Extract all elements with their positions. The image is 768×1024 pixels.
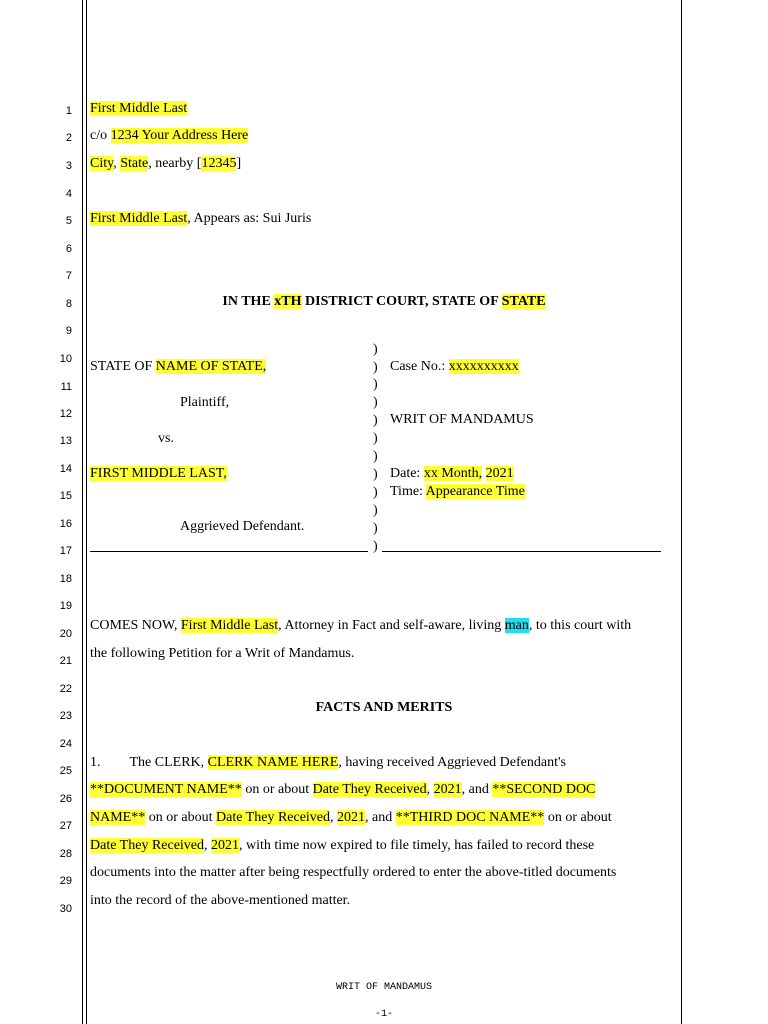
doc2-name-a: **SECOND DOC (492, 782, 596, 797)
line-number: 2 (65, 132, 72, 144)
court-prefix: IN THE (222, 294, 275, 309)
para1-line-2 (90, 781, 595, 799)
line-number: 3 (65, 160, 72, 172)
court-title (0, 293, 768, 311)
margin-line-left-outer (82, 0, 83, 1024)
paren: ) (373, 431, 378, 446)
margin-line-left-inner (86, 0, 87, 1024)
date2: Date They Received (216, 810, 331, 825)
line-number: 5 (65, 215, 72, 227)
line-number: 18 (59, 573, 72, 585)
paren: ) (373, 449, 378, 464)
line-number: 4 (65, 188, 72, 200)
nearby-suffix: ] (236, 156, 242, 171)
court-middle: DISTRICT COURT, STATE OF (301, 294, 502, 309)
state-name: NAME OF STATE, (155, 359, 267, 374)
line-number: 10 (59, 353, 72, 365)
paren: ) (373, 395, 378, 410)
state: State (120, 156, 149, 171)
para1-line-3 (90, 809, 612, 827)
paren: ) (373, 467, 378, 482)
year1: 2021 (433, 782, 462, 797)
para1-comma: , (330, 810, 338, 825)
appears-suffix: , Appears as: Sui Juris (187, 211, 312, 226)
margin-line-right (681, 0, 682, 1024)
line-number: 1 (65, 105, 72, 117)
filer-name-line (90, 100, 187, 118)
intro-man: man (504, 618, 529, 633)
document-type: WRIT OF MANDAMUS (390, 412, 534, 427)
line-number: 13 (59, 435, 72, 447)
line-number: 20 (59, 628, 72, 640)
city: City (90, 156, 114, 171)
para1-g: on or about (544, 810, 612, 825)
line-number: 14 (59, 463, 72, 475)
para1-line-4 (90, 837, 594, 855)
caption-underline-right (382, 551, 661, 552)
aggrieved-label: Aggrieved Defendant. (180, 519, 305, 534)
para-number: 1. (90, 755, 101, 770)
line-number: 21 (59, 655, 72, 667)
line-number: 28 (59, 848, 72, 860)
line-number: 22 (59, 683, 72, 695)
para1-line-6: into the record of the above-mentioned matter. (90, 893, 351, 908)
footer-title: WRIT OF MANDAMUS (335, 982, 432, 993)
line-number: 6 (65, 243, 72, 255)
case-label: Case No.: (390, 359, 449, 374)
intro-line-1 (90, 617, 631, 635)
hearing-date-line (390, 465, 514, 483)
court-district: xTH (274, 294, 302, 309)
appears-name: First Middle Last (90, 211, 188, 226)
line-number: 12 (59, 408, 72, 420)
line-number: 7 (65, 270, 72, 282)
paren: ) (373, 413, 378, 428)
para1-d: , and (461, 782, 493, 797)
caption-underline-left (90, 551, 368, 552)
co-prefix: c/o (90, 128, 111, 143)
versus-label: vs. (158, 431, 174, 446)
appears-line (90, 210, 311, 228)
intro-line-2: the following Petition for a Writ of Mandamus. (90, 646, 355, 661)
case-number-line (390, 358, 519, 376)
address-line (90, 127, 248, 145)
date-year: 2021 (485, 466, 514, 481)
city-line (90, 155, 241, 173)
paren: ) (373, 342, 378, 357)
line-number: 30 (59, 903, 72, 915)
para1-h: , with time now expired to file timely, has failed to record these (239, 838, 595, 853)
paren: ) (373, 521, 378, 536)
hearing-time-line (390, 483, 525, 501)
filer-name: First Middle Last (90, 101, 188, 116)
intro-p2: , Attorney in Fact and self-aware, living (278, 618, 505, 633)
zip-code: 12345 (201, 156, 237, 171)
facts-heading: FACTS AND MERITS (315, 700, 453, 715)
line-number: 15 (59, 490, 72, 502)
line-number: 19 (59, 600, 72, 612)
time-value: Appearance Time (425, 484, 525, 499)
year3: 2021 (211, 838, 240, 853)
doc1-name: **DOCUMENT NAME** (90, 782, 242, 797)
paren: ) (373, 503, 378, 518)
line-number: 16 (59, 518, 72, 530)
para1-a: The CLERK, (129, 755, 208, 770)
line-number: 23 (59, 710, 72, 722)
date-value: xx Month, (423, 466, 483, 481)
clerk-name: CLERK NAME HERE (207, 755, 339, 770)
para1-f: , and (365, 810, 396, 825)
para1-comma: , (204, 838, 212, 853)
paren: ) (373, 360, 378, 375)
para1-line-1 (90, 754, 566, 772)
date1: Date They Received (312, 782, 427, 797)
line-number: 29 (59, 875, 72, 887)
line-number: 11 (60, 381, 72, 393)
caption-defendant-name (90, 465, 227, 483)
city-sep: , (113, 156, 121, 171)
state-prefix: STATE OF (90, 359, 156, 374)
nearby-prefix: , nearby [ (148, 156, 202, 171)
line-number: 25 (59, 765, 72, 777)
intro-name: First Middle Last (180, 618, 279, 633)
page-number: -1- (374, 1009, 393, 1020)
intro-p1: COMES NOW, (90, 618, 181, 633)
para1-b: , having received Aggrieved Defendant's (338, 755, 566, 770)
paren: ) (373, 377, 378, 392)
doc2-name-b: NAME** (90, 810, 146, 825)
line-number: 8 (65, 298, 72, 310)
para1-line-5: documents into the matter after being respectfully ordered to enter the above-titled documents (90, 865, 617, 880)
line-number: 26 (59, 793, 72, 805)
doc3-name: **THIRD DOC NAME** (395, 810, 545, 825)
case-number: xxxxxxxxxx (448, 359, 519, 374)
time-label: Time: (390, 484, 426, 499)
court-state: STATE (501, 294, 546, 309)
para1-comma: , (426, 782, 434, 797)
paren: ) (373, 539, 378, 554)
plaintiff-label: Plaintiff, (180, 395, 230, 410)
line-number: 24 (59, 738, 72, 750)
line-number: 27 (59, 820, 72, 832)
para1-c: on or about (241, 782, 313, 797)
date-label: Date: (390, 466, 424, 481)
line-number: 9 (65, 325, 72, 337)
line-number: 17 (59, 545, 72, 557)
date3: Date They Received (90, 838, 205, 853)
street-address: 1234 Your Address Here (110, 128, 249, 143)
year2: 2021 (337, 810, 366, 825)
intro-p3: , to this court with (528, 618, 632, 633)
paren: ) (373, 485, 378, 500)
para1-e: on or about (145, 810, 216, 825)
caption-plaintiff-name (90, 358, 266, 376)
defendant-name: FIRST MIDDLE LAST, (90, 466, 227, 481)
